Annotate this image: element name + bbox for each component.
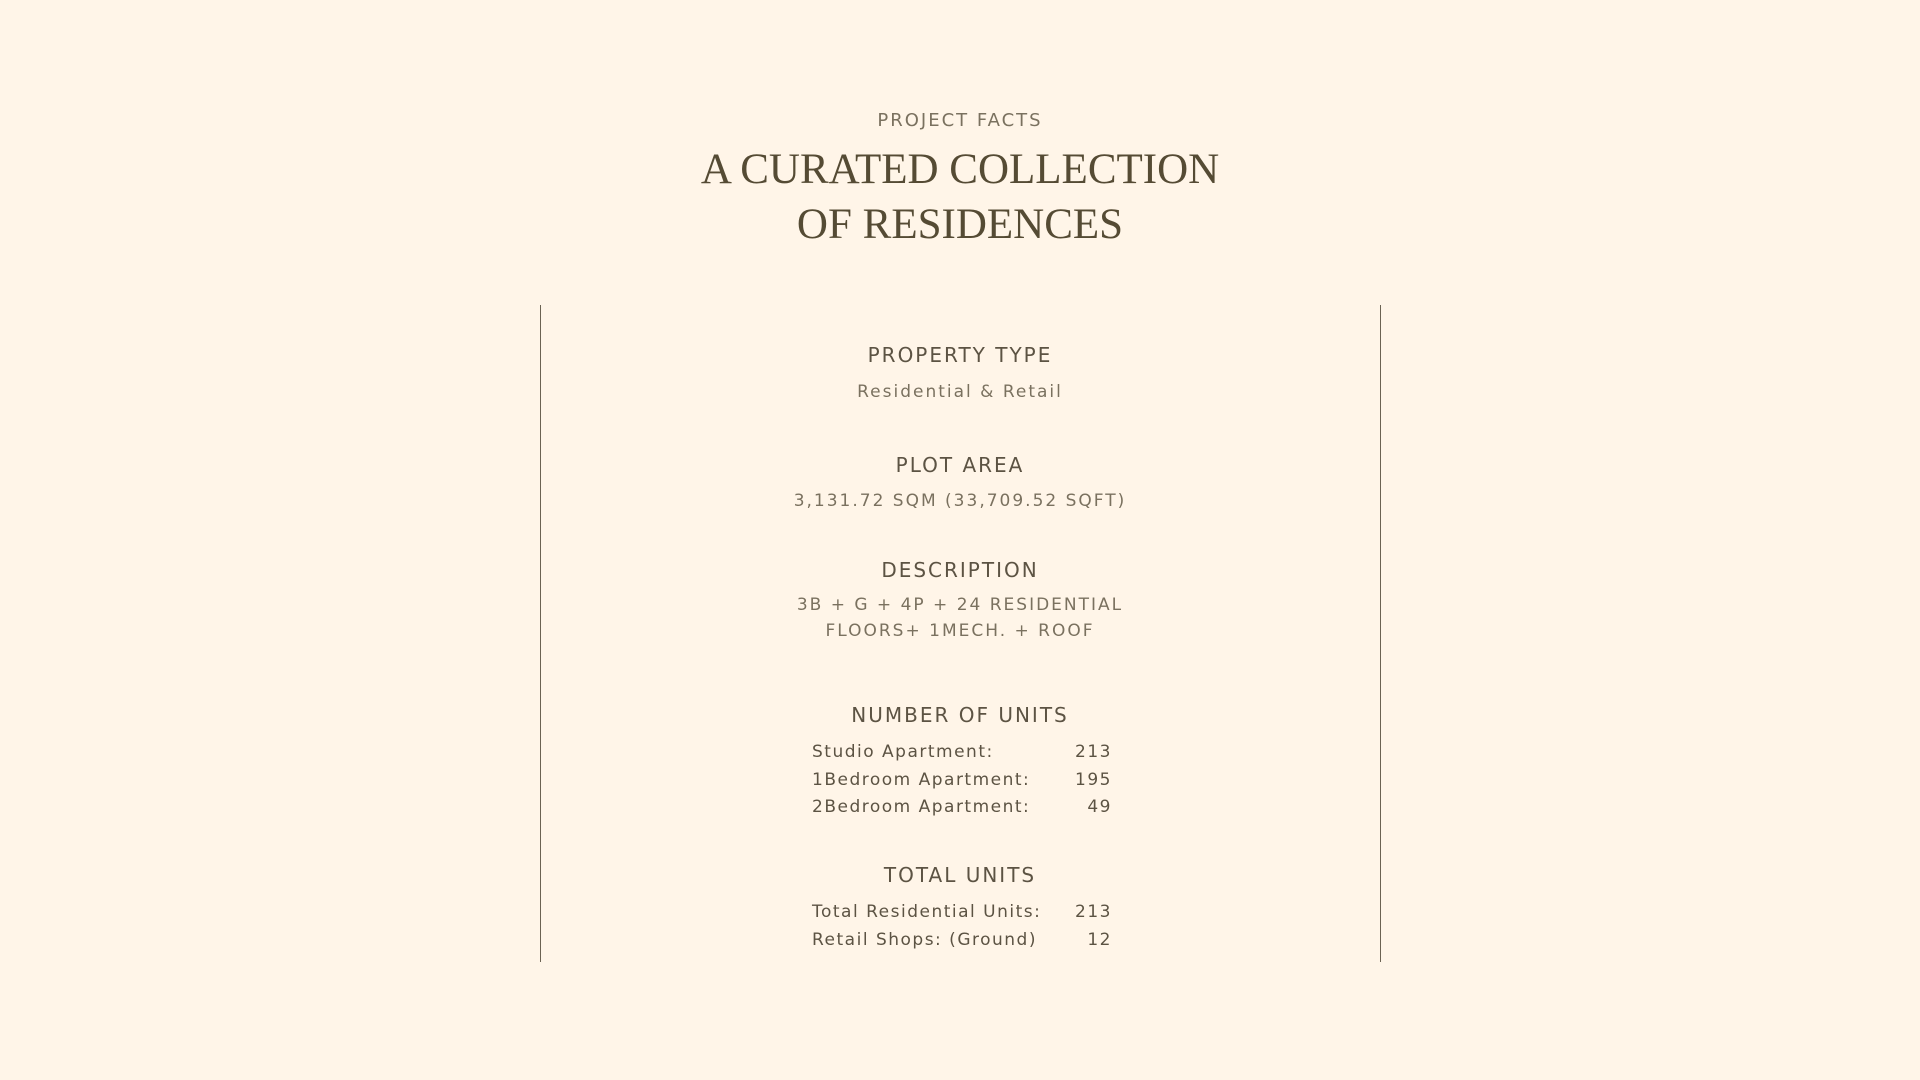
table-row	[812, 927, 1112, 955]
plot-area-value: 3,131.72 SQM (33,709.52 SQFT)	[793, 491, 1127, 511]
total-label: Retail Shops: (Ground)	[812, 929, 1037, 950]
total-units-table	[812, 899, 1112, 954]
property-type-heading: PROPERTY TYPE	[867, 343, 1053, 367]
table-row	[812, 767, 1112, 795]
unit-type-label: 1Bedroom Apartment:	[812, 769, 1031, 790]
description-value	[0, 592, 1920, 644]
plot-area-heading: PLOT AREA	[895, 453, 1025, 477]
unit-count-value: 195	[1075, 769, 1112, 790]
unit-count-value: 213	[1075, 742, 1112, 762]
description-line-1: 3B + G + 4P + 24 RESIDENTIAL	[796, 595, 1124, 615]
total-units-heading: TOTAL UNITS	[883, 863, 1037, 887]
page-title-line-2: OF RESIDENCES	[796, 201, 1124, 248]
total-label: Total Residential Units:	[812, 902, 1042, 922]
number-of-units-table	[812, 739, 1112, 822]
number-of-units-heading: NUMBER OF UNITS	[851, 703, 1069, 727]
description-heading: DESCRIPTION	[881, 558, 1039, 582]
page-title-line-1: A CURATED COLLECTION	[700, 146, 1220, 193]
total-value: 12	[1087, 929, 1112, 950]
unit-type-label: Studio Apartment:	[812, 742, 994, 762]
unit-type-label: 2Bedroom Apartment:	[812, 797, 1031, 817]
total-value: 213	[1075, 902, 1112, 922]
table-row	[812, 739, 1112, 767]
unit-count-value: 49	[1087, 797, 1112, 817]
section-eyebrow: PROJECT FACTS	[877, 110, 1043, 131]
description-line-2: FLOORS+ 1MECH. + ROOF	[825, 621, 1095, 641]
property-type-value: Residential & Retail	[857, 382, 1063, 402]
table-row	[812, 794, 1112, 822]
page-title	[0, 142, 1920, 252]
table-row	[812, 899, 1112, 927]
